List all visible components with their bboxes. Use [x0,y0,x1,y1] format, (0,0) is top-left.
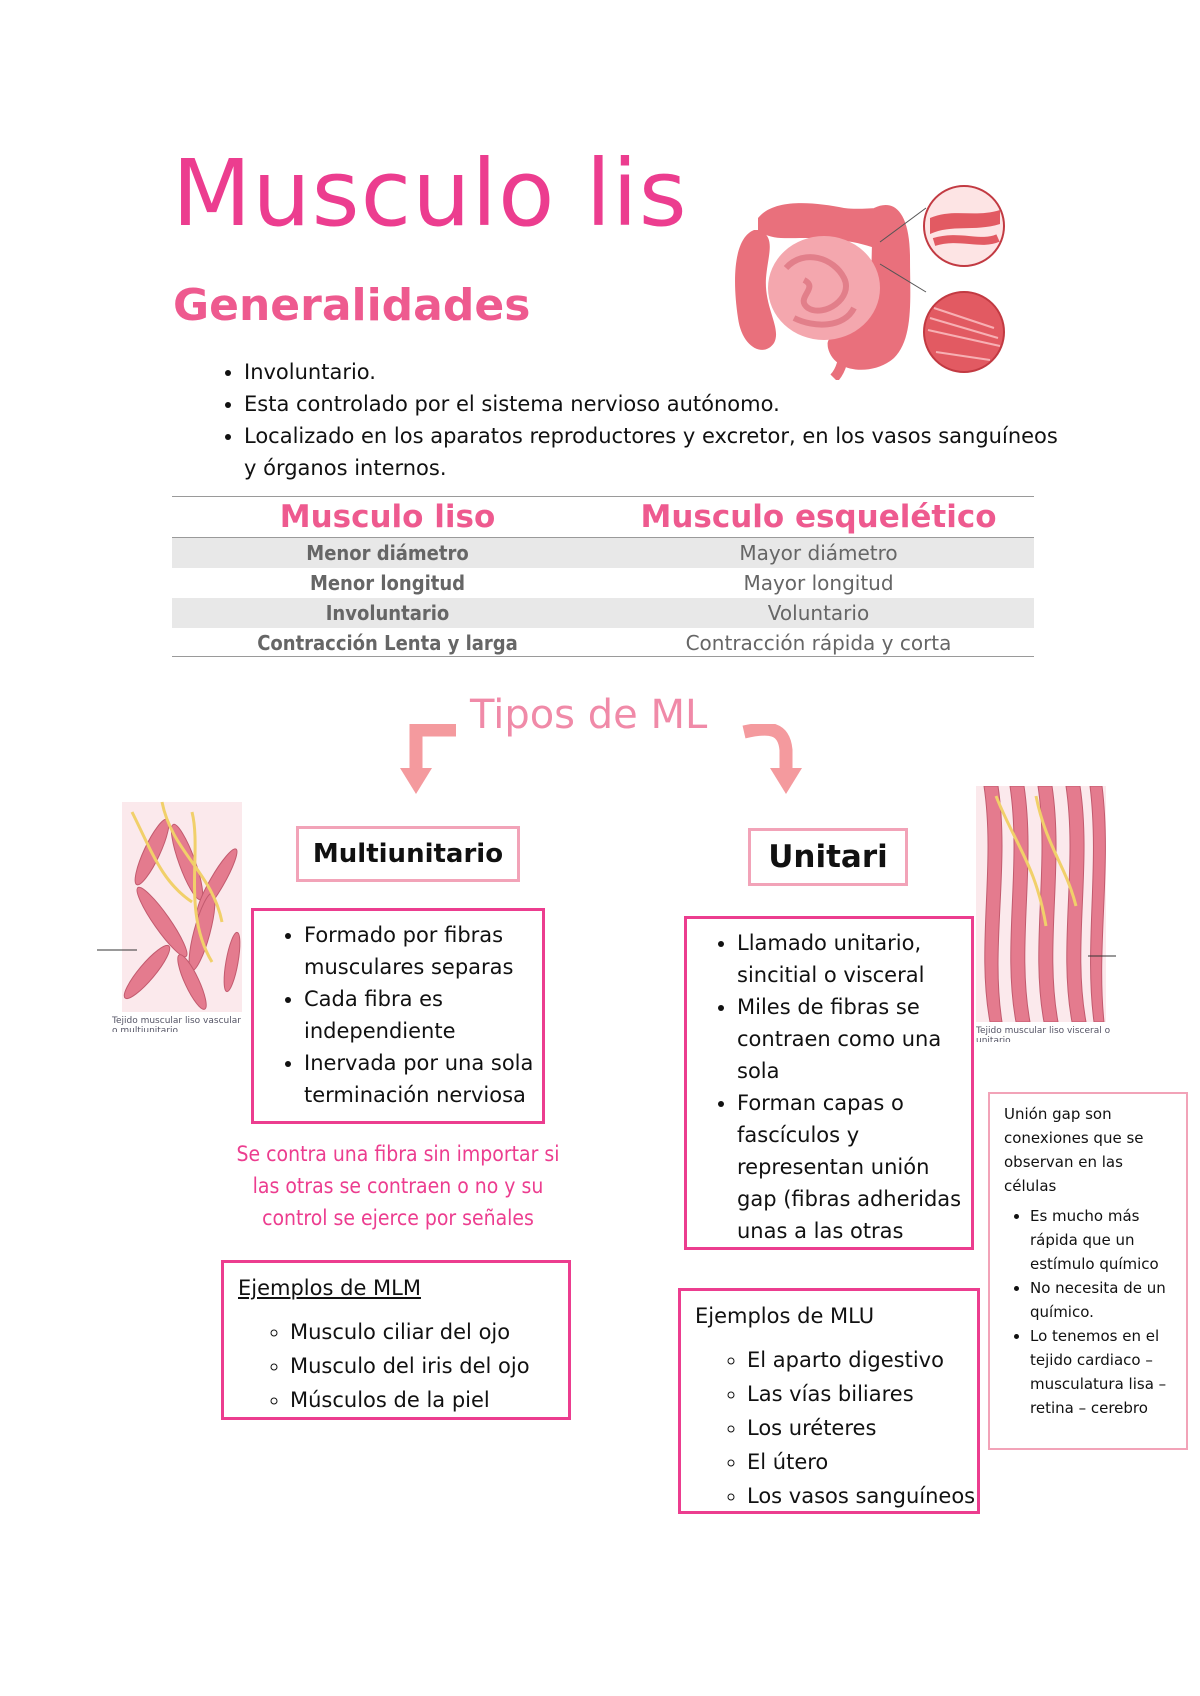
table-row [172,538,1034,568]
table-cell: Voluntario [767,601,870,625]
multiunitario-note: Se contra una fibra sin importar si las otras se contraen o no y su control se ejerce por señales [236,1142,560,1230]
mlm-examples-box [221,1260,571,1420]
arrow-right-down-icon [740,724,804,796]
list-item: • No necesita de un químico. [1030,1276,1186,1324]
mlu-examples-box [678,1288,980,1514]
gap-intro-text: Unión gap son conexiones que se observan en las células [1004,1105,1144,1195]
table-cell: Mayor diámetro [739,541,898,565]
examples-heading: Ejemplos de MLM [238,1276,421,1300]
unitary-fibers-illustration [976,786,1126,1022]
column-header-esqueletico: Musculo esquelético [640,499,997,535]
list-item: • Inervada por una sola terminación nerviosa [304,1047,542,1111]
section-heading-generalidades: Generalidades [173,280,531,331]
intestine-illustration [724,168,1014,380]
table-cell: Contracción rápida y corta [685,631,952,655]
arrow-left-down-icon [398,724,462,796]
list-item: • Esta controlado por el sistema nervioso autónomo. [244,388,1074,420]
unitario-features-box [684,916,974,1250]
column-header-liso: Musculo liso [279,499,496,535]
list-item: ◦ El útero [747,1445,977,1479]
list-item: ◦ Musculo del iris del ojo [290,1349,568,1383]
table-cell: Menor diámetro [306,541,469,565]
list-item: ◦ Las vías biliares [747,1377,977,1411]
figure-caption: Tejido muscular liso vascular o multiunitario [112,1016,241,1032]
multiunitario-title-box: Multiunitario [296,826,520,882]
examples-heading: Ejemplos de MLU [695,1304,875,1328]
list-item: ◦ El aparto digestivo [747,1343,977,1377]
multiunitario-features-box [251,908,545,1124]
unitario-title-box: Unitari [748,828,908,886]
list-item: • Forman capas o fascículos y representan unión gap (fibras adheridas unas a las otras [737,1087,971,1247]
table-bottom-rule [172,656,1034,657]
section-heading-tipos: Tipos de ML [470,692,708,738]
multiunit-fibers-illustration [92,792,252,1012]
list-item: • Cada fibra es independiente [304,983,542,1047]
list-item: • Involuntario. [244,356,1074,388]
list-item: • Es mucho más rápida que un estímulo químico [1030,1204,1186,1276]
table-cell: Menor longitud [309,571,466,595]
table-cell: Involuntario [325,601,450,625]
table-row [172,598,1034,628]
list-item: • Formado por fibras musculares separas [304,919,542,983]
list-item: ◦ Los uréteres [747,1411,977,1445]
table-row [172,628,1034,658]
list-item: • Llamado unitario, sincitial o visceral [737,927,971,991]
table-row [172,568,1034,598]
list-item: ◦ Musculo ciliar del ojo [290,1315,568,1349]
figure-caption: Tejido muscular liso visceral o unitario [976,1026,1111,1042]
table-cell: Contracción Lenta y larga [257,631,518,655]
table-cell: Mayor longitud [743,571,894,595]
unitary-tissue-figure [976,786,1126,1042]
comparison-table-header [172,496,1034,538]
list-item: • Localizado en los aparatos reproductores y excretor, en los vasos sanguíneos y órganos internos. [244,420,1074,484]
list-item: • Miles de fibras se contraen como una sola [737,991,971,1087]
list-item: ◦ Músculos de la piel [290,1383,568,1417]
gap-junction-box [988,1092,1188,1450]
page-title: Musculo lis [172,140,688,247]
generalidades-list [200,356,1074,484]
list-item: • Lo tenemos en el tejido cardiaco – musculatura lisa – retina – cerebro [1030,1324,1186,1420]
multiunit-tissue-figure [92,792,252,1032]
list-item: ◦ Los vasos sanguíneos [747,1479,977,1513]
